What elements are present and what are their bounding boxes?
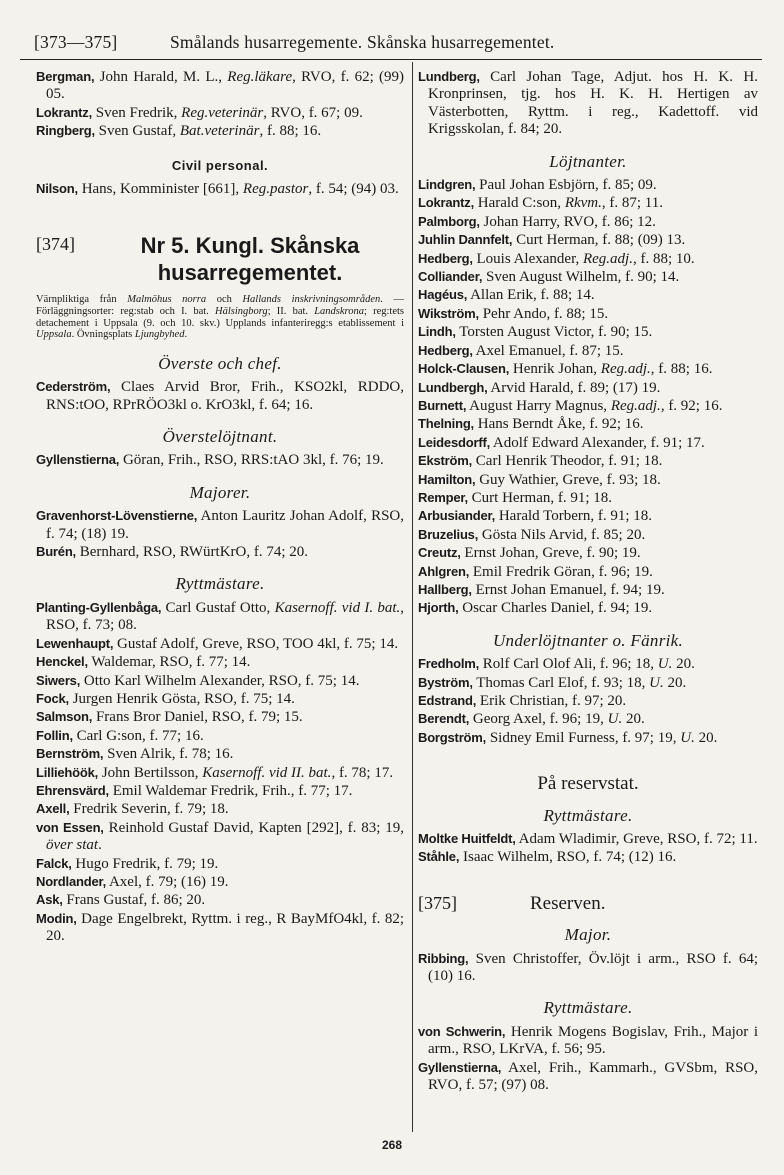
section-heading: Ryttmästare. xyxy=(175,574,265,594)
reserve-status-heading: På reservstat. xyxy=(537,773,639,795)
entry-details: Frans Gustaf, f. 86; 20. xyxy=(62,892,206,909)
roster-entry xyxy=(418,489,758,507)
roster-entry xyxy=(36,764,404,782)
entry-details: Axel Emanuel, f. 87; 15. xyxy=(472,342,624,359)
entry-details: Henrik Mogens Bogislav, Frih., Major i arm., RSO, LKrVA, f. 56; 95. xyxy=(428,1023,758,1058)
roster-entry xyxy=(36,727,404,745)
roster-entry xyxy=(418,194,758,212)
entry-details: Reinhold Gustaf David, Kapten [292], f. 83; 19, över stat. xyxy=(46,819,405,854)
entry-details: Sven Christoffer, Öv.löjt i arm., RSO f. 64; (10) 16. xyxy=(428,950,758,985)
roster-entry xyxy=(418,323,758,341)
entry-details: Allan Erik, f. 88; 14. xyxy=(467,287,595,304)
roster-entry xyxy=(36,122,404,140)
entry-details: Carl Gustaf Otto, Kasernoff. vid I. bat., RSO, f. 73; 08. xyxy=(46,599,404,634)
entry-details: Gustaf Adolf, Greve, RSO, TOO 4kl, f. 75; 14. xyxy=(113,635,399,652)
entry-surname: Arbusiander, xyxy=(418,508,496,524)
entry-details: Frans Bror Daniel, RSO, f. 79; 15. xyxy=(92,709,303,726)
entry-details: Paul Johan Esbjörn, f. 85; 09. xyxy=(475,177,657,194)
right-top-entries xyxy=(418,68,758,139)
entry-surname: Edstrand, xyxy=(418,693,477,708)
left-sections xyxy=(36,355,404,946)
entry-surname: Lundbergh, xyxy=(418,379,488,395)
reserven-number: [375] xyxy=(418,892,457,913)
entry-details: Anton Lauritz Johan Adolf, RSO, f. 74; (18) 19. xyxy=(46,508,404,542)
entry-details: Curt Herman, f. 88; (09) 13. xyxy=(512,232,686,249)
roster-entry xyxy=(36,653,404,671)
entry-details: Arvid Harald, f. 89; (17) 19. xyxy=(487,379,661,396)
section-heading: Ryttmästare. xyxy=(543,805,633,825)
entry-details: Carl G:son, f. 77; 16. xyxy=(72,727,204,744)
entry-surname: Fredholm, xyxy=(418,656,480,672)
roster-entry xyxy=(418,526,758,544)
entry-surname: Ahlgren, xyxy=(418,563,470,579)
roster-entry xyxy=(36,891,404,909)
entry-surname: Creutz, xyxy=(418,545,461,561)
entry-surname: Gyllenstierna, xyxy=(418,1059,502,1075)
roster-entry xyxy=(418,563,758,581)
entry-details: John Harald, M. L., Reg.läkare, RVO, f. 62; (99) 05. xyxy=(46,69,404,103)
roster-entry xyxy=(418,692,758,710)
entry-details: Thomas Carl Elof, f. 93; 18, U. 20. xyxy=(472,674,687,691)
roster-entry xyxy=(418,434,758,452)
entry-surname: Lokrantz, xyxy=(418,195,474,211)
regiment-note: Värnpliktiga från Malmöhus norra och Hallands inskrivningsområden. — Förläggningsorter: reg:stab och I. bat. Hälsingborg; II. bat. Landskrona; reg:tets detachement i Uppsala (9. och 10. skv.) Upplands infanteriregg:s etablissement i Uppsala. Övningsplats Ljungbyhed. xyxy=(36,294,404,341)
roster-entry xyxy=(418,379,758,397)
roster-entry xyxy=(36,543,404,561)
roster-entry xyxy=(418,950,758,986)
entry-details: Erik Christian, f. 97; 20. xyxy=(476,693,627,709)
entry-surname: Salmson, xyxy=(36,709,93,725)
entry-details: Axel, f. 79; (16) 19. xyxy=(106,873,229,890)
entry-surname: Siwers, xyxy=(36,672,81,688)
entry-surname: Holck-Clausen, xyxy=(418,361,510,377)
entry-details: Henrik Johan, Reg.adj., f. 88; 16. xyxy=(509,361,713,378)
entry-surname: Lindh, xyxy=(418,324,456,340)
entry-surname: Juhlin Dannfelt, xyxy=(418,232,513,248)
entry-surname: Lokrantz, xyxy=(36,104,92,120)
regiment-heading xyxy=(36,232,404,286)
entry-surname: Burén, xyxy=(36,544,76,560)
entry-details: Göran, Frih., RSO, RRS:tAO 3kl, f. 76; 19. xyxy=(119,452,384,469)
section-heading: Majorer. xyxy=(189,482,251,502)
entry-details: Curt Herman, f. 91; 18. xyxy=(467,489,613,506)
entry-details: Emil Fredrik Göran, f. 96; 19. xyxy=(469,563,653,580)
entry-details: Claes Arvid Bror, Frih., KSO2kl, RDDO, RNS:tOO, RPrRÖO3kl o. KrO3kl, f. 64; 16. xyxy=(46,379,404,413)
roster-entry xyxy=(418,710,758,728)
entry-surname: Modin, xyxy=(36,910,77,926)
entry-surname: Bruzelius, xyxy=(418,526,479,542)
entry-details: August Harry Magnus, Reg.adj., f. 92; 16. xyxy=(466,397,723,414)
roster-entry xyxy=(418,213,758,231)
roster-entry xyxy=(36,708,404,726)
entry-details: Hugo Fredrik, f. 79; 19. xyxy=(71,855,219,872)
entry-details: Gösta Nils Arvid, f. 85; 20. xyxy=(478,526,646,543)
roster-entry xyxy=(418,471,758,489)
entry-surname: von Essen, xyxy=(36,819,104,835)
entry-details: Georg Axel, f. 96; 19, U. 20. xyxy=(469,711,645,728)
entry-details: Harald Torbern, f. 91; 18. xyxy=(495,508,653,525)
entry-surname: Falck, xyxy=(36,855,72,871)
entry-surname: Fock, xyxy=(36,690,69,706)
entry-details: Otto Karl Wilhelm Alexander, RSO, f. 75; 14. xyxy=(80,672,360,689)
entry-surname: Hamilton, xyxy=(418,471,476,487)
entry-surname: Gyllenstierna, xyxy=(36,452,120,468)
entry-details: Hans Berndt Åke, f. 92; 16. xyxy=(473,416,644,433)
entry-surname: Follin, xyxy=(36,727,73,743)
roster-entry xyxy=(418,544,758,562)
entry-surname: Byström, xyxy=(418,674,473,690)
roster-entry xyxy=(418,655,758,673)
column-divider xyxy=(412,62,413,1132)
roster-entry xyxy=(418,581,758,599)
roster-entry xyxy=(418,176,758,194)
reserve-status-sections xyxy=(418,807,758,867)
roster-entry xyxy=(418,397,758,415)
section-heading: Löjtnanter. xyxy=(549,151,627,171)
entry-details: Louis Alexander, Reg.adj., f. 88; 10. xyxy=(472,250,695,267)
entry-surname: Ringberg, xyxy=(36,123,95,139)
civil-entries xyxy=(36,180,404,198)
running-title: Smålands husarregemente. Skånska husarregementet. xyxy=(170,32,555,52)
roster-entry xyxy=(418,268,758,286)
section-heading: Major. xyxy=(564,925,612,945)
entry-details: Pehr Ando, f. 88; 15. xyxy=(478,305,609,322)
entry-details: Guy Wathier, Greve, f. 93; 18. xyxy=(475,471,661,488)
entry-details: Emil Waldemar Fredrik, Frih., f. 77; 17. xyxy=(108,782,353,799)
entry-surname: Leidesdorff, xyxy=(418,434,490,450)
entry-surname: Axell, xyxy=(36,801,70,817)
entry-surname: Lilliehöök, xyxy=(36,764,99,780)
entry-surname: Ståhle, xyxy=(418,849,460,865)
entry-surname: Hjorth, xyxy=(418,600,459,616)
entry-details: Fredrik Severin, f. 79; 18. xyxy=(69,801,229,818)
regiment-name-line-1: Nr 5. Kungl. Skånska xyxy=(140,233,360,259)
roster-entry xyxy=(36,507,404,543)
reserven-heading xyxy=(418,892,758,914)
entry-surname: Ekström, xyxy=(418,453,473,469)
reserven-sections xyxy=(418,926,758,1094)
entry-surname: Lindgren, xyxy=(418,177,476,193)
roster-entry xyxy=(418,360,758,378)
roster-entry xyxy=(418,342,758,360)
entry-details: Harald C:son, Rkvm., f. 87; 11. xyxy=(473,195,663,212)
entry-details: Johan Harry, RVO, f. 86; 12. xyxy=(479,213,656,230)
right-sections xyxy=(418,153,758,748)
roster-entry xyxy=(418,507,758,525)
entry-surname: Wikström, xyxy=(418,305,479,321)
entry-details: Isaac Wilhelm, RSO, f. 74; (12) 16. xyxy=(459,849,677,866)
page-header xyxy=(34,28,750,58)
entry-details: Oscar Charles Daniel, f. 94; 19. xyxy=(458,600,653,617)
roster-entry xyxy=(36,378,404,414)
regiment-name-line-2: husarregementet. xyxy=(157,260,343,286)
entry-details: John Bertilsson, Kasernoff. vid II. bat., f. 78; 17. xyxy=(98,764,394,781)
roster-entry xyxy=(36,910,404,946)
entry-surname: Ehrensvärd, xyxy=(36,782,109,798)
roster-entry xyxy=(36,451,404,469)
roster-entry xyxy=(418,231,758,249)
entry-surname: Ask, xyxy=(36,892,63,908)
entry-details: Rolf Carl Olof Ali, f. 96; 18, U. 20. xyxy=(479,656,695,673)
roster-entry xyxy=(36,672,404,690)
civil-heading: Civil personal. xyxy=(171,157,269,173)
entry-details: Dage Engelbrekt, Ryttm. i reg., R BayMfO4kl, f. 82; 20. xyxy=(46,910,404,945)
entry-surname: Henckel, xyxy=(36,654,88,670)
entry-surname: Remper, xyxy=(418,489,468,505)
roster-entry xyxy=(418,415,758,433)
entry-surname: Nilson, xyxy=(36,181,78,197)
left-top-entries xyxy=(36,68,404,141)
entry-details: Waldemar, RSO, f. 77; 14. xyxy=(87,654,251,671)
entry-details: Sven Alrik, f. 78; 16. xyxy=(103,746,234,763)
entry-details: Sidney Emil Furness, f. 97; 19, U. 20. xyxy=(486,729,718,746)
entry-surname: Gravenhorst-Lövenstierne, xyxy=(36,508,198,524)
entry-details: Sven Gustaf, Bat.veterinär, f. 88; 16. xyxy=(94,123,322,140)
entry-details: Sven August Wilhelm, f. 90; 14. xyxy=(482,269,680,286)
regiment-name xyxy=(96,232,404,286)
entry-surname: Lundberg, xyxy=(418,69,480,84)
roster-entry xyxy=(36,782,404,800)
entry-details: Jurgen Henrik Gösta, RSO, f. 75; 14. xyxy=(68,690,295,707)
entry-surname: Planting-Gyllenbåga, xyxy=(36,599,162,615)
entry-surname: Moltke Huitfeldt, xyxy=(418,831,516,847)
roster-entry xyxy=(36,180,404,198)
roster-entry xyxy=(418,286,758,304)
entry-surname: Nordlander, xyxy=(36,873,107,889)
page-range: [373—375] xyxy=(34,32,118,52)
roster-entry xyxy=(36,800,404,818)
entry-details: Bernhard, RSO, RWürtKrO, f. 74; 20. xyxy=(75,544,309,561)
entry-surname: Thelning, xyxy=(418,416,474,432)
entry-details: Adam Wladimir, Greve, RSO, f. 72; 11. xyxy=(515,831,758,848)
roster-entry xyxy=(418,599,758,617)
entry-surname: Bergman, xyxy=(36,69,95,84)
section-heading: Underlöjtnanter o. Fänrik. xyxy=(492,630,684,650)
roster-entry xyxy=(36,68,404,104)
entry-surname: Lewenhaupt, xyxy=(36,635,114,651)
entry-surname: Hedberg, xyxy=(418,342,473,358)
roster-entry xyxy=(418,250,758,268)
roster-entry xyxy=(418,848,758,866)
roster-entry xyxy=(418,830,758,848)
section-heading: Överste och chef. xyxy=(158,353,282,373)
header-rule xyxy=(20,59,762,60)
page-number: 268 xyxy=(381,1138,403,1152)
roster-entry xyxy=(418,674,758,692)
roster-entry xyxy=(36,745,404,763)
roster-entry xyxy=(36,819,404,855)
entry-surname: Borgström, xyxy=(418,729,487,745)
entry-surname: Palmborg, xyxy=(418,213,480,229)
roster-entry xyxy=(418,1059,758,1095)
entry-surname: Hagéus, xyxy=(418,287,468,303)
entry-surname: Hedberg, xyxy=(418,250,473,266)
reserven-title: Reserven. xyxy=(530,892,606,914)
entry-details: Hans, Komminister [661], Reg.pastor, f. 54; (94) 03. xyxy=(77,181,399,198)
entry-details: Ernst Johan, Greve, f. 90; 19. xyxy=(460,545,641,562)
entry-surname: Berendt, xyxy=(418,711,470,727)
roster-entry xyxy=(36,635,404,653)
roster-entry xyxy=(36,690,404,708)
entry-details: Ernst Johan Emanuel, f. 94; 19. xyxy=(471,581,665,598)
roster-entry xyxy=(36,104,404,122)
entry-details: Carl Johan Tage, Adjut. hos H. K. H. Kronprinsen, tjg. hos H. K. H. Hertigen av Västerbotten, Ryttm. i reg., Kadettoff. vid Krigsskolan, f. 84; 20. xyxy=(428,69,758,138)
roster-entry xyxy=(418,305,758,323)
entry-surname: Bernström, xyxy=(36,746,104,762)
roster-entry xyxy=(36,855,404,873)
entry-surname: Ribbing, xyxy=(418,950,469,966)
regiment-number: [374] xyxy=(36,234,75,255)
entry-surname: Cederström, xyxy=(36,379,111,395)
entry-details: Carl Henrik Theodor, f. 91; 18. xyxy=(472,453,663,470)
roster-entry xyxy=(36,873,404,891)
right-column xyxy=(418,68,758,1095)
entry-details: Axel, Frih., Kammarh., GVSbm, RSO, RVO, f. 57; (97) 08. xyxy=(428,1059,758,1094)
roster-entry xyxy=(418,1023,758,1059)
roster-entry xyxy=(418,452,758,470)
entry-surname: Hallberg, xyxy=(418,581,472,597)
roster-entry xyxy=(418,729,758,747)
section-heading: Ryttmästare. xyxy=(543,998,633,1018)
section-heading: Överstelöjtnant. xyxy=(162,427,278,447)
entry-details: Adolf Edward Alexander, f. 91; 17. xyxy=(490,434,705,451)
roster-entry xyxy=(36,599,404,635)
entry-details: Torsten August Victor, f. 90; 15. xyxy=(455,324,653,341)
roster-entry xyxy=(418,68,758,139)
entry-surname: Colliander, xyxy=(418,269,483,285)
entry-details: Sven Fredrik, Reg.veterinär, RVO, f. 67; 09. xyxy=(91,104,363,121)
entry-surname: Burnett, xyxy=(418,397,467,413)
entry-surname: von Schwerin, xyxy=(418,1023,506,1039)
left-column xyxy=(36,68,404,946)
